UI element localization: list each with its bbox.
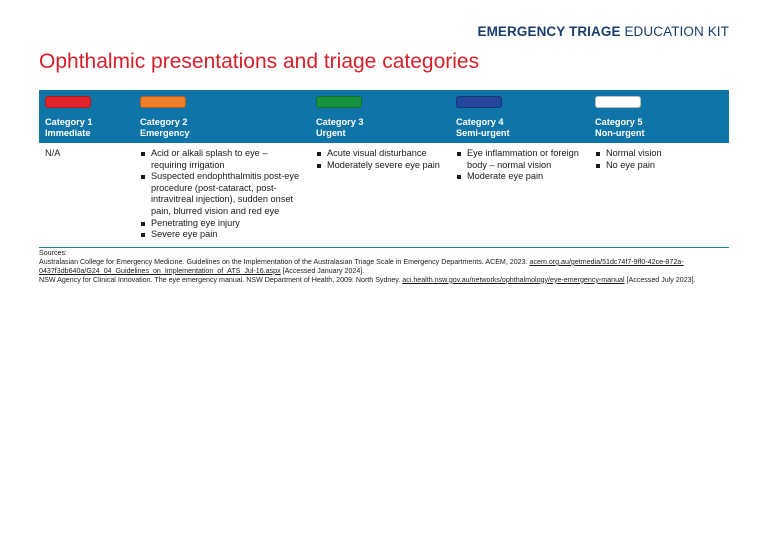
category-1-swatch (45, 96, 91, 108)
triage-header-row (39, 90, 729, 143)
source-1-text: Australasian College for Emergency Medicine. Guidelines on the Implementation of the Australasian Triage Scale in Emergency Departments. ACEM, 2023. (39, 257, 530, 266)
source-1-link[interactable]: acem.org.au/getmedia/51dc74f7-9ff0-42ce-872a-0437f3db640a/G24_04_Guidelines_on_Implementation_of_ATS_Jul-16.aspx (39, 257, 684, 275)
sources (39, 249, 731, 285)
category-2-list (140, 148, 304, 241)
category-2-cell (134, 143, 310, 247)
category-2-label: Category 2 (140, 117, 188, 127)
list-item: Severe eye pain (140, 229, 304, 241)
category-1-sublabel: Immediate (45, 128, 91, 138)
page-title: Ophthalmic presentations and triage categories (39, 50, 480, 73)
list-item: Penetrating eye injury (140, 218, 304, 230)
list-item: Acid or alkali splash to eye – requiring irrigation (140, 148, 304, 171)
sources-heading: Sources: (39, 249, 67, 257)
kit-header-rest: EDUCATION KIT (620, 24, 729, 39)
source-2-text: NSW Agency for Clinical Innovation. The eye emergency manual. NSW Department of Health, 2009: North Sydney. (39, 275, 403, 284)
list-item: Eye inflammation or foreign body – normal vision (456, 148, 583, 171)
source-1-suffix: [Accessed January 2024]. (280, 266, 365, 275)
category-2-swatch (140, 96, 186, 108)
kit-header-bold: EMERGENCY TRIAGE (477, 24, 621, 39)
list-item: Suspected endophthalmitis post-eye procedure (post-cataract, post-intravitreal injection), sudden onset pain, blurred vision and red eye (140, 171, 304, 217)
source-2-link[interactable]: aci.health.nsw.gov.au/networks/ophthalmology/eye-emergency-manual (402, 275, 625, 284)
category-4-header (450, 90, 589, 143)
category-3-swatch (316, 96, 362, 108)
category-4-list (456, 148, 583, 183)
category-3-cell (310, 143, 450, 247)
category-3-sublabel: Urgent (316, 128, 346, 138)
list-item: Moderate eye pain (456, 171, 583, 183)
triage-table (39, 90, 729, 248)
category-1-text: N/A (45, 148, 61, 158)
source-2 (39, 276, 731, 285)
category-3-list (316, 148, 444, 171)
triage-body-row (39, 143, 729, 247)
category-3-label: Category 3 (316, 117, 364, 127)
category-5-cell (589, 143, 729, 247)
source-2-suffix: [Accessed July 2023]. (624, 275, 696, 284)
category-5-swatch (595, 96, 641, 108)
category-2-header (134, 90, 310, 143)
category-3-header (310, 90, 450, 143)
category-1-cell (39, 143, 134, 247)
category-5-label: Category 5 (595, 117, 643, 127)
list-item: Moderately severe eye pain (316, 160, 444, 172)
category-5-header (589, 90, 729, 143)
category-1-label: Category 1 (45, 117, 93, 127)
category-5-list (595, 148, 723, 171)
category-4-swatch (456, 96, 502, 108)
category-4-cell (450, 143, 589, 247)
kit-header (477, 24, 729, 39)
source-1 (39, 258, 731, 276)
category-5-sublabel: Non-urgent (595, 128, 645, 138)
category-4-sublabel: Semi-urgent (456, 128, 510, 138)
category-4-label: Category 4 (456, 117, 504, 127)
list-item: Normal vision (595, 148, 723, 160)
list-item: No eye pain (595, 160, 723, 172)
category-1-header (39, 90, 134, 143)
category-2-sublabel: Emergency (140, 128, 190, 138)
list-item: Acute visual disturbance (316, 148, 444, 160)
